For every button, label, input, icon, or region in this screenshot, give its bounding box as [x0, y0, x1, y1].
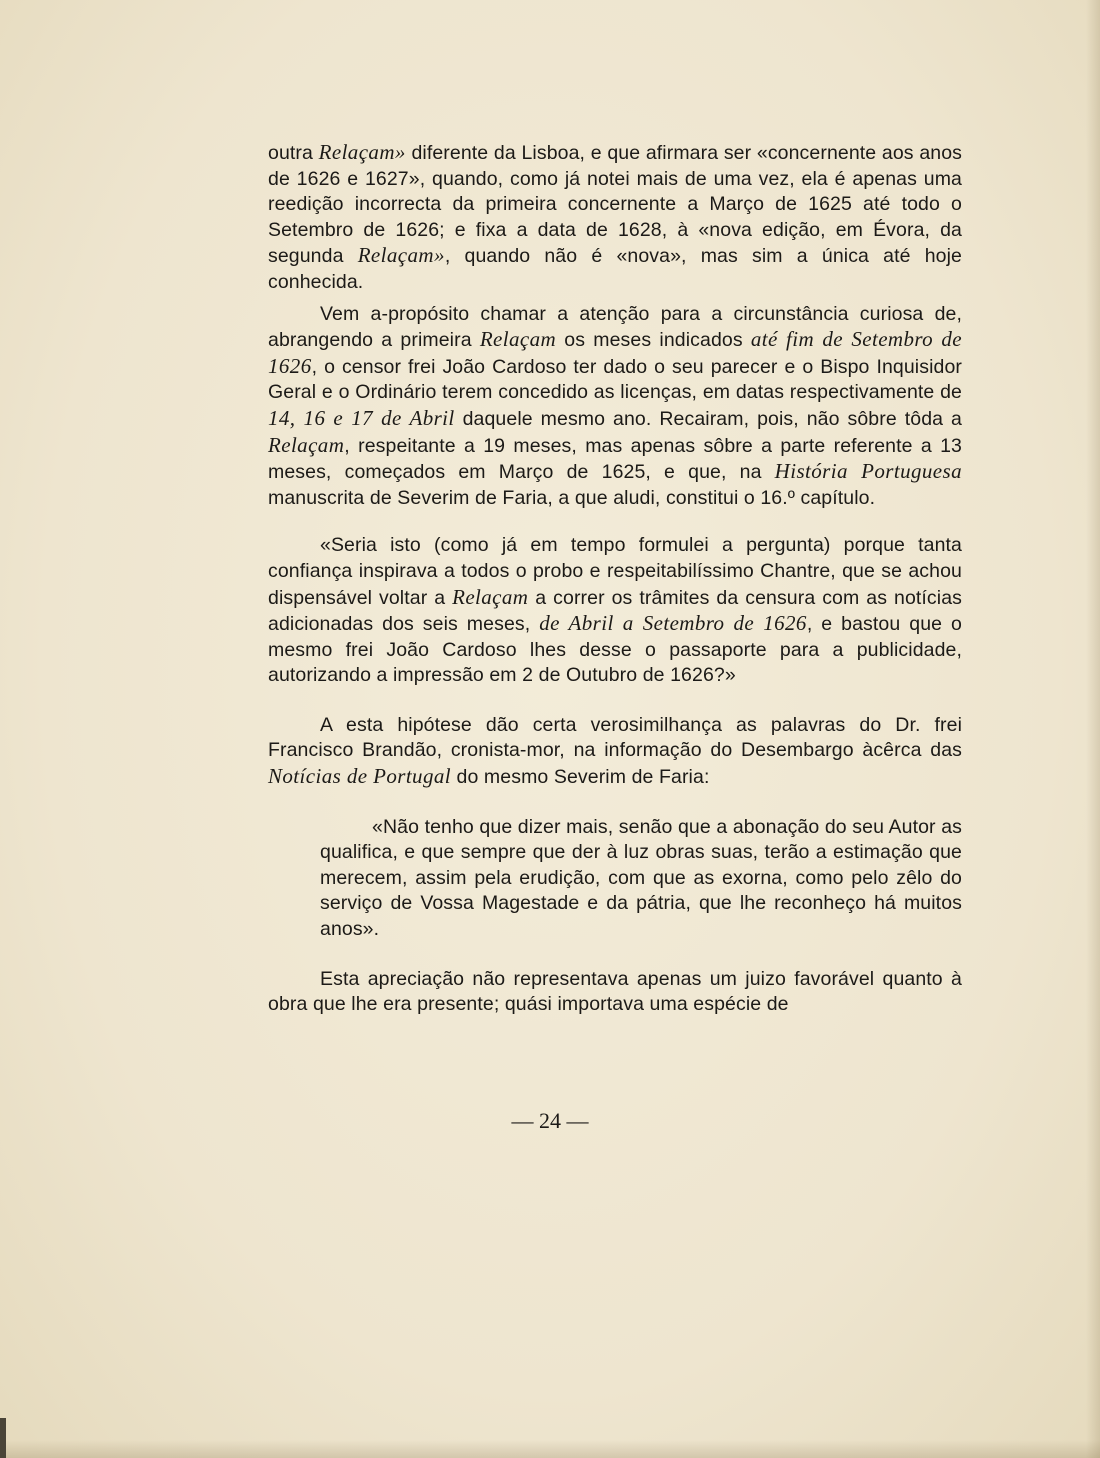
text-run: outra: [268, 142, 319, 164]
text-run: A esta hipótese dão certa verosimilhança as palavras do Dr. frei Francisco Brandão, cronista-mor, na informação do Desembargo àcêrca das: [268, 713, 962, 762]
page-edge-shadow: [1086, 0, 1100, 1458]
text-run: os meses indicados: [556, 329, 751, 352]
text-run: , o censor frei João Cardoso ter dado o seu parecer e o Bispo Inquisidor Geral e o Ordinário terem concedido as licenças, em datas respectivamente de: [268, 355, 962, 404]
italic-title: História Portuguesa: [774, 459, 962, 484]
italic-title: Relaçam: [452, 584, 529, 609]
text-run: daquele mesmo ano. Recairam, pois, não sôbre tôda a: [454, 407, 962, 430]
page-number: — 24 —: [511, 1108, 589, 1133]
paragraph-1: [268, 140, 962, 296]
binding-mark: [0, 1418, 6, 1458]
text-run: manuscrita de Severim de Faria, a que aludi, constitui o 16.º capítulo.: [268, 486, 876, 509]
text-run: , quando não é «nova», mas sim a única até hoje conhecida.: [268, 245, 962, 293]
italic-phrase: até fim de Setembro de 1626: [268, 327, 963, 378]
text-run: a correr os trâmites da censura com as notícias adicionadas dos seis meses,: [268, 586, 962, 636]
paragraph-4: [268, 713, 962, 791]
paragraph-2: [268, 302, 962, 512]
quote-text: «Não tenho que dizer mais, senão que a abonação do seu Autor as qualifica, e que sempre que der à luz obras suas, terão a estimação que merecem, assim pela erudição, com que as exorna, como pelo zêlo do serviço de Vossa Magestade e da pátria, que lhe reconheço há muitos anos».: [320, 815, 962, 941]
text-run: do mesmo Severim de Faria:: [451, 766, 710, 789]
paragraph-5: Esta apreciação não representava apenas um juizo favorável quanto à obra que lhe era presente; quási importava uma espécie de: [268, 967, 962, 1016]
page-edge-shadow-bottom: [0, 1440, 1100, 1458]
italic-title: Relaçam: [268, 432, 345, 457]
italic-phrase: de Abril a Setembro de 1626: [539, 611, 807, 636]
italic-phrase: 14, 16 e 17 de Abril: [268, 405, 455, 430]
paragraph-3: [268, 533, 962, 689]
italic-title: Relaçam»: [357, 243, 445, 268]
italic-title: Notícias de Portugal: [268, 764, 451, 789]
text-run: Vem a-propósito chamar a atenção para a circunstância curiosa de, abrangendo a primeira: [268, 302, 962, 352]
body-text: [268, 140, 962, 1018]
text-run: , respeitante a 19 meses, mas apenas sôbre a parte referente a 13 meses, começados em Março de 1625, e que, na: [268, 434, 962, 484]
text-run: , e bastou que o mesmo frei João Cardoso lhes desse o passaporte para a publicidade, autorizando a impressão em 2 de Outubro de 1626?»: [268, 613, 962, 687]
italic-title: Relaçam: [479, 327, 557, 352]
text-run: «Seria isto (como já em tempo formulei a pergunta) porque tanta confiança inspirava a todos o probo e respeitabilíssimo Chantre, que se achou dispensável voltar a: [268, 534, 962, 609]
block-quote: [268, 815, 962, 943]
italic-title: Relaçam»: [318, 140, 406, 164]
text-run: diferente da Lisboa, e que afirmara ser «concernente aos anos de 1626 e 1627», quando, como já notei mais de uma vez, ela é apenas uma reedição incorrecta da primeira concernente a Março de 1625 até todo o Setembro de 1626; e fixa a data de 1628, à «nova edição, em Évora, da segunda: [268, 142, 963, 268]
